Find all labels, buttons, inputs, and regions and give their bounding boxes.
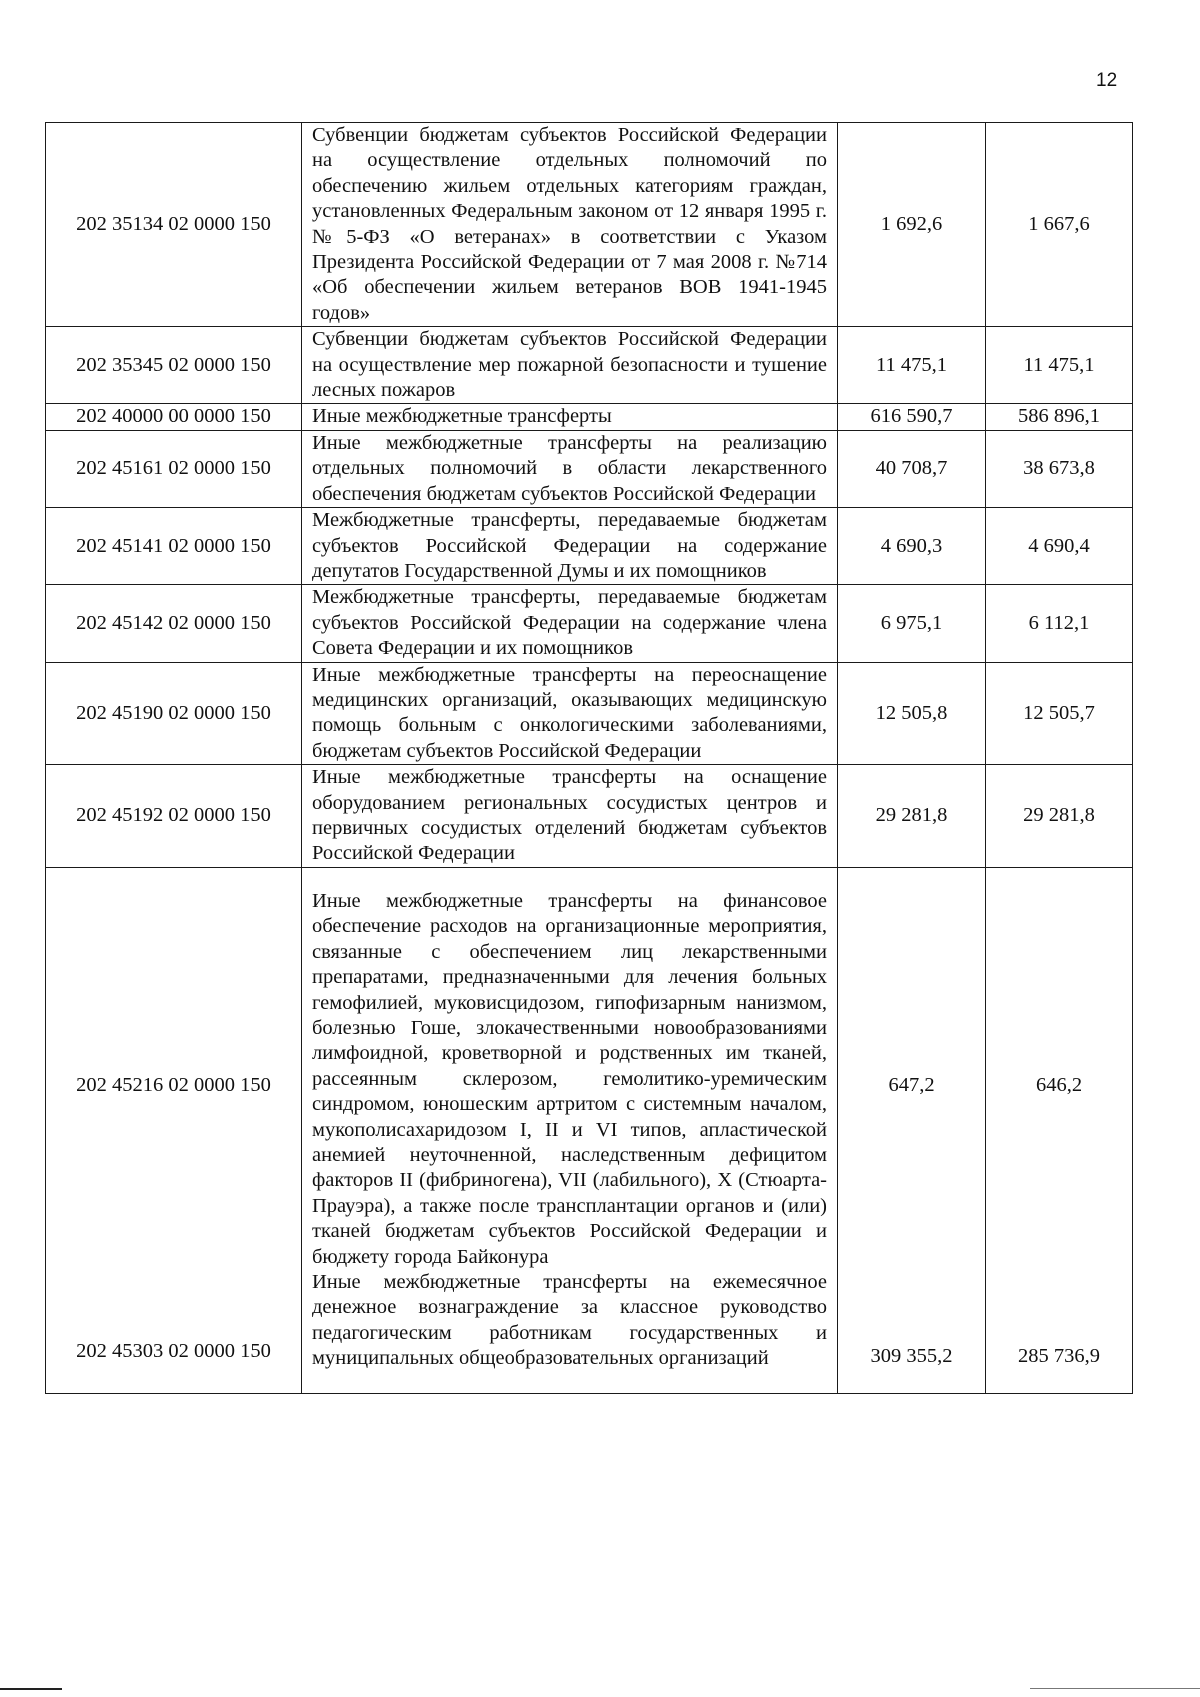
value-column-1: 647,2 (888, 1073, 935, 1096)
value-column-1: 11 475,1 (838, 327, 986, 404)
merged-value-cell-2 (986, 867, 1133, 1393)
row-description: Иные межбюджетные трансферты на переоснащение медицинских организаций, оказывающих медицинскую помощь больным с онкологическими заболеваниями, бюджетам субъектов Российской Федерации (302, 662, 838, 765)
table-row (46, 123, 1133, 327)
merged-value-cell-1 (838, 867, 986, 1393)
budget-code: 202 45161 02 0000 150 (46, 430, 302, 507)
budget-table (45, 122, 1133, 1394)
table-row (46, 430, 1133, 507)
table-row (46, 404, 1133, 430)
budget-code: 202 45142 02 0000 150 (46, 585, 302, 662)
row-description: Иные межбюджетные трансферты (302, 404, 838, 430)
table-row (46, 585, 1133, 662)
row-description: Межбюджетные трансферты, передаваемые бюджетам субъектов Российской Федерации на содержание депутатов Государственной Думы и их помощников (302, 508, 838, 585)
value-column-1: 29 281,8 (838, 765, 986, 868)
budget-code: 202 35134 02 0000 150 (46, 123, 302, 327)
value-column-1: 1 692,6 (838, 123, 986, 327)
value-column-2: 29 281,8 (986, 765, 1133, 868)
merged-description-cell (302, 867, 838, 1393)
budget-code: 202 45303 02 0000 150 (76, 1339, 271, 1362)
value-column-1: 4 690,3 (838, 508, 986, 585)
row-description: Межбюджетные трансферты, передаваемые бюджетам субъектов Российской Федерации на содержание члена Совета Федерации и их помощников (302, 585, 838, 662)
value-column-2: 38 673,8 (986, 430, 1133, 507)
merged-code-cell (46, 867, 302, 1393)
value-column-1: 12 505,8 (838, 662, 986, 765)
page-edge-mark (0, 1688, 62, 1690)
budget-code: 202 45216 02 0000 150 (76, 1073, 271, 1096)
table-row (46, 765, 1133, 868)
value-column-1: 40 708,7 (838, 430, 986, 507)
row-description: Иные межбюджетные трансферты на ежемесячное денежное вознаграждение за классное руководство педагогическим работникам государственных и муниципальных общеобразовательных организаций (312, 1271, 827, 1370)
table-row (46, 327, 1133, 404)
budget-code: 202 45190 02 0000 150 (46, 662, 302, 765)
value-column-2: 6 112,1 (986, 585, 1133, 662)
value-column-1: 616 590,7 (838, 404, 986, 430)
value-column-2: 1 667,6 (986, 123, 1133, 327)
row-description: Иные межбюджетные трансферты на реализацию отдельных полномочий в области лекарственного обеспечения бюджетам субъектов Российской Федерации (302, 430, 838, 507)
page-number: 12 (1096, 70, 1118, 91)
budget-code: 202 45192 02 0000 150 (46, 765, 302, 868)
value-column-1: 309 355,2 (870, 1344, 953, 1367)
value-column-2: 646,2 (1035, 1073, 1083, 1096)
budget-code: 202 45141 02 0000 150 (46, 508, 302, 585)
value-column-2: 586 896,1 (986, 404, 1133, 430)
value-column-2: 11 475,1 (986, 327, 1133, 404)
budget-code: 202 35345 02 0000 150 (46, 327, 302, 404)
table-row (46, 662, 1133, 765)
page-edge-mark (1030, 1688, 1200, 1689)
row-description: Иные межбюджетные трансферты на финансовое обеспечение расходов на организационные мероприятия, связанные с обеспечением лиц лекарственными препаратами, предназначенными для лечения больных гемофилией, муковисцидозом, гипофизарным нанизмом, болезнью Гоше, злокачественными новообразованиями лимфоидной, кроветворной и родственных им тканей, рассеянным склерозом, гемолитико-уремическим синдромом, юношеским артритом с системным началом, мукополисахаридозом I, II и VI типов, апластической анемией неуточненной, наследственным дефицитом факторов II (фибриногена), VII (лабильного), X (Стюарта-Прауэра), а также после трансплантации органов и (или) тканей бюджетам субъектов Российской Федерации и бюджету города Байконура (312, 889, 827, 1268)
value-column-2: 285 736,9 (1018, 1344, 1100, 1367)
value-column-2: 4 690,4 (986, 508, 1133, 585)
row-description: Субвенции бюджетам субъектов Российской Федерации на осуществление отдельных полномочий по обеспечению жильем отдельных категориям граждан, установленных Федеральным законом от 12 января 1995 г. №5-ФЗ «О ветеранах» в соответствии с Указом Президента Российской Федерации от 7 мая 2008 г. №714 «Об обеспечении жильем ветеранов ВОВ 1941-1945 годов» (302, 123, 838, 327)
row-description: Иные межбюджетные трансферты на оснащение оборудованием региональных сосудистых центров и первичных сосудистых отделений бюджетам субъектов Российской Федерации (302, 765, 838, 868)
merged-table-row (46, 867, 1133, 1393)
budget-code: 202 40000 00 0000 150 (46, 404, 302, 430)
row-description: Субвенции бюджетам субъектов Российской Федерации на осуществление мер пожарной безопасности и тушение лесных пожаров (302, 327, 838, 404)
value-column-2: 12 505,7 (986, 662, 1133, 765)
table-row (46, 508, 1133, 585)
value-column-1: 6 975,1 (838, 585, 986, 662)
